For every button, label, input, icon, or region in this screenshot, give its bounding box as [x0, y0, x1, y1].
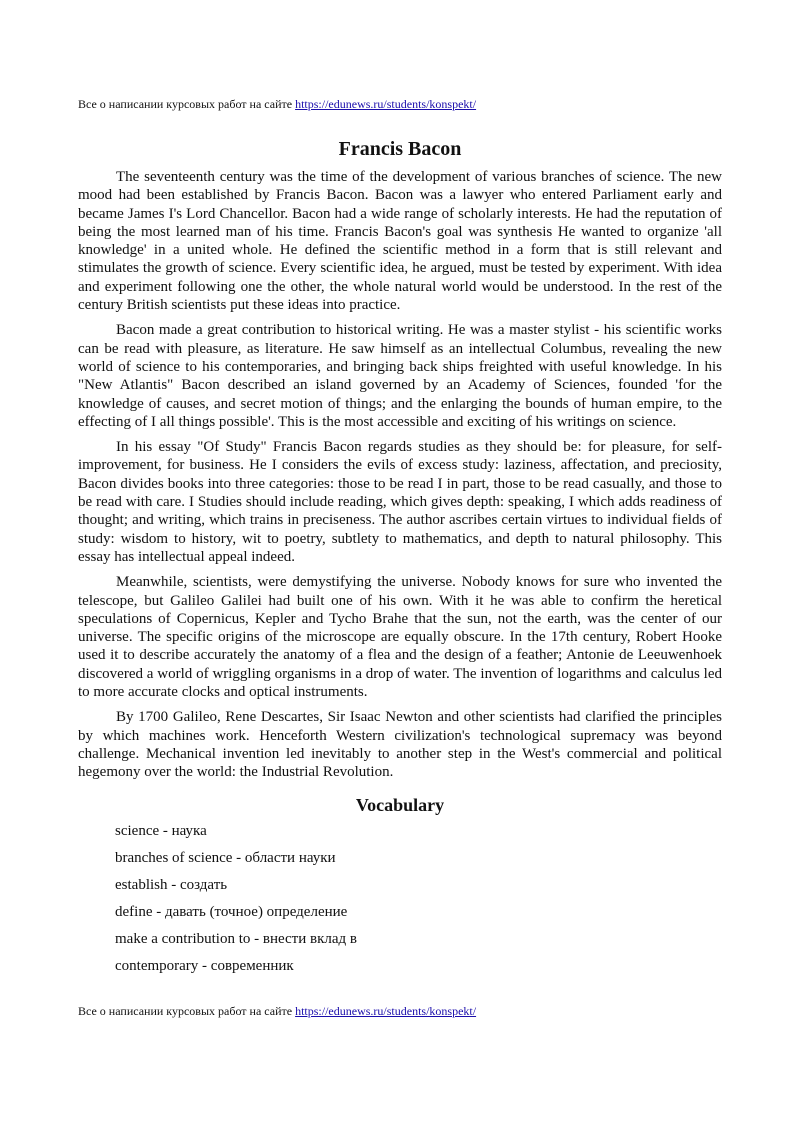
- header-text: Все о написании курсовых работ на сайте: [78, 97, 293, 111]
- header-line: [78, 97, 476, 112]
- paragraph-1: The seventeenth century was the time of the development of various branches of science. The new mood had been established by Francis Bacon. Bacon was a lawyer who entered Parliament early and became James I's Lord Chancellor. Bacon had a wide range of scholarly interests. He had the reputation of being the most learned man of his time. Francis Bacon's goal was synthesis He wanted to organize 'all knowledge' in a united whole. He defined the scientific method in a form that is still relevant and stimulates the growth of science. Every scientific idea, he argued, must be tested by experiment. With idea and experiment following one the other, the whole natural world would be understood. In the rest of the century British scientists put these ideas into practice.: [78, 169, 722, 314]
- vocabulary-item: establish - создать: [115, 876, 228, 893]
- vocabulary-list: [78, 822, 722, 975]
- footer-link[interactable]: https://edunews.ru/students/konspekt/: [295, 1004, 477, 1018]
- vocabulary-heading: Vocabulary: [355, 794, 445, 815]
- paragraph-2: Bacon made a great contribution to historical writing. He was a master stylist - his scientific works can be read with pleasure, as literature. He saw himself as an intellectual Columbus, revealing the new world of science to his contemporaries, and bringing back ships freighted with useful knowledge. In his "New Atlantis" Bacon described an island governed by an Academy of Sciences, founded 'for the knowledge of causes, and secret motion of things; and the enlarging the bounds of human empire, to the effecting of I all things possible'. This is the most accessible and exciting of his writings on science.: [78, 322, 722, 430]
- vocabulary-item: contemporary - современник: [115, 957, 294, 974]
- header-link[interactable]: https://edunews.ru/students/konspekt/: [295, 97, 477, 111]
- vocabulary-item: define - давать (точное) определение: [115, 903, 348, 920]
- footer-line: [78, 1004, 476, 1019]
- article-body: [78, 168, 722, 984]
- paragraph-3: In his essay "Of Study" Francis Bacon regards studies as they should be: for pleasure, for self-improvement, for business. He I considers the evils of excess study: laziness, affectation, and preciosity, Bacon divides books into three categories: those to be read I in part, those to be read casually, and those to be read with care. I Studies should include reading, which gives depth: speaking, I which adds readiness of thought; and writing, which trains in preciseness. The author ascribes certain virtues to individual fields of study: wisdom to history, wit to poetry, subtlety to mathematics, and depth to natural philosophy. This essay has intellectual appeal indeed.: [78, 439, 722, 565]
- footer-text: Все о написании курсовых работ на сайте: [78, 1004, 293, 1018]
- paragraph-4: Meanwhile, scientists, were demystifying the universe. Nobody knows for sure who invented the telescope, but Galileo Galilei had built one of his own. With it he was able to confirm the heretical speculations of Copernicus, Kepler and Tycho Brahe that the sun, not the earth, was the center of our universe. The specific origins of the microscope are equally obscure. In the 17th century, Robert Hooke used it to describe accurately the anatomy of a flea and the design of a feather; Antonie de Leeuwenhoek discovered a world of wriggling organisms in a drop of water. The invention of logarithms and calculus led to more accurate clocks and optical instruments.: [78, 574, 722, 701]
- vocabulary-item: science - наука: [115, 822, 207, 839]
- vocabulary-item: make a contribution to - внести вклад в: [115, 930, 357, 947]
- vocabulary-item: branches of science - области науки: [115, 849, 336, 866]
- page-title: Francis Bacon: [338, 138, 462, 160]
- paragraph-5: By 1700 Galileo, Rene Descartes, Sir Isaac Newton and other scientists had clarified the principles by which machines work. Henceforth Western civilization's technological supremacy was beyond challenge. Mechanical invention led inevitably to another step in the West's commercial and political hegemony over the world: the Industrial Revolution.: [78, 709, 722, 781]
